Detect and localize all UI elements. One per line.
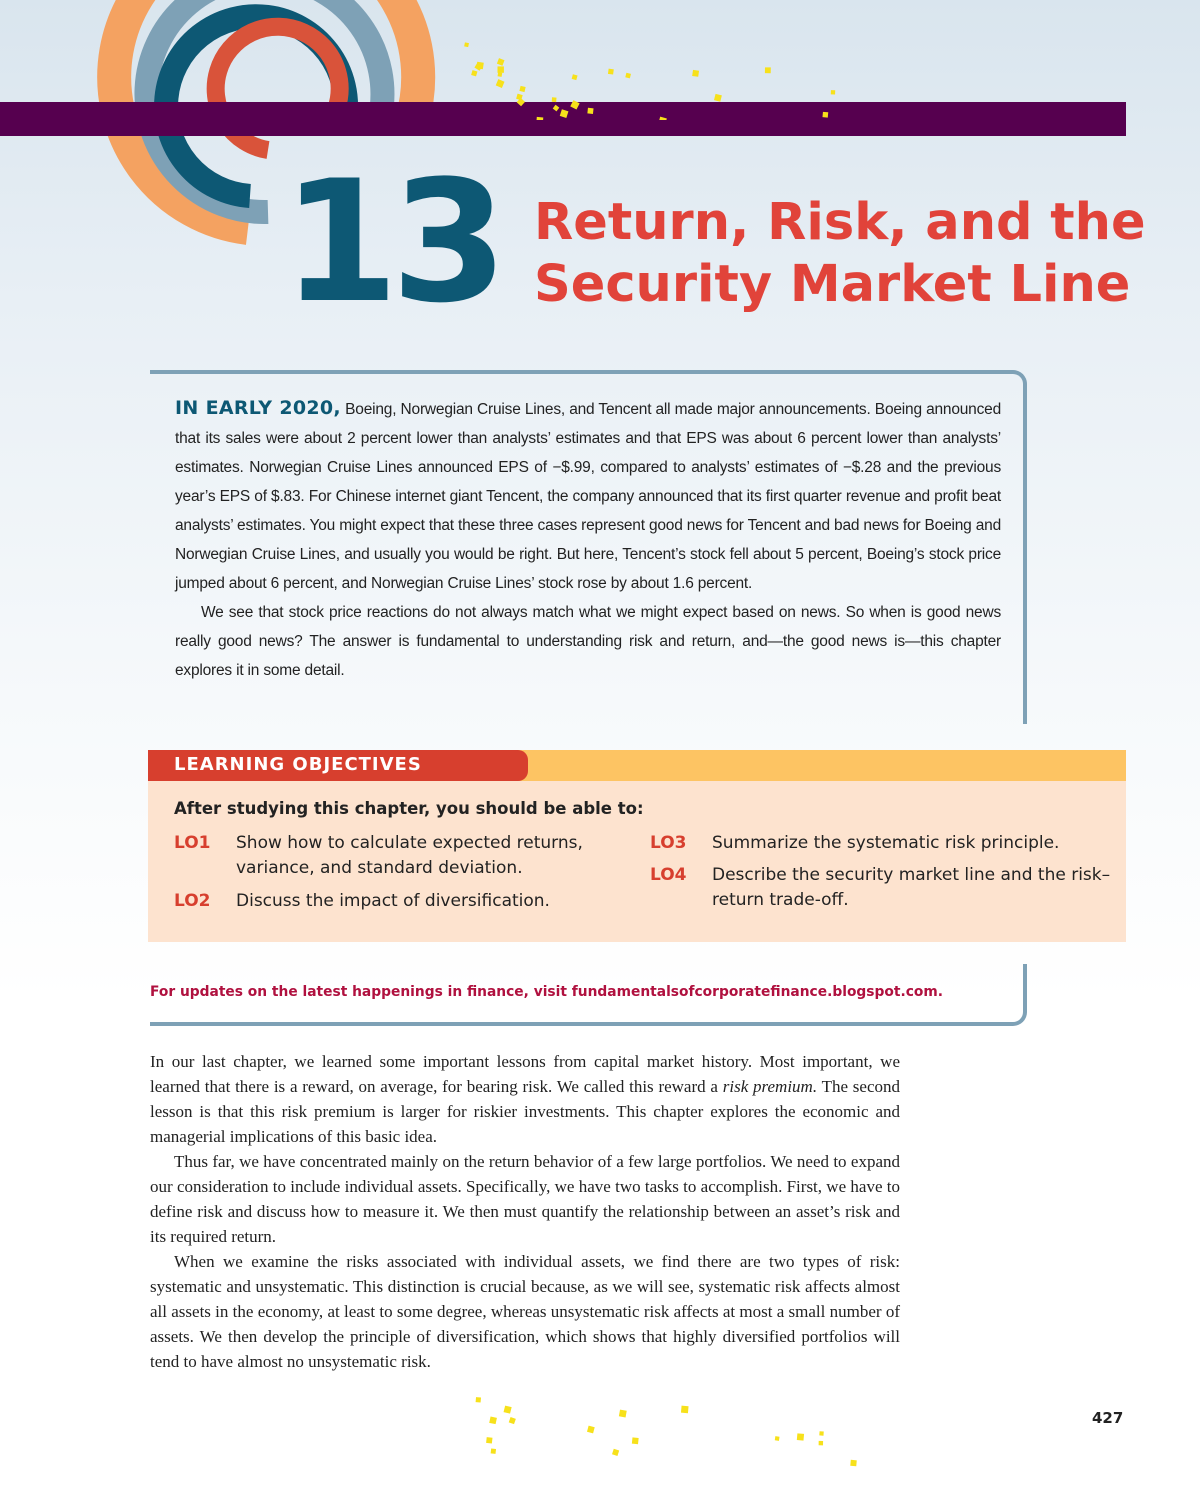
updates-note: For updates on the latest happenings in finance, visit fundamentalsofcorporatefinance.blogspot.com.: [150, 984, 943, 1000]
confetti-dot: [570, 100, 579, 109]
chapter-title-line1: Return, Risk, and the: [534, 193, 1146, 252]
updates-rule-vertical: [1023, 964, 1027, 998]
intro-paragraph-1-body: Boeing, Norwegian Cruise Lines, and Tencent all made major announcements. Boeing announced that its sales were about 2 percent lower than analysts’ estimates and that EPS was about 6 percent lower than analysts’ estimates. Norwegian Cruise Lines announced EPS of −$.99, compared to analysts’ estimates of −$.28 and the previous year’s EPS of $.83. For Chinese internet giant Tencent, the company announced that its first quarter revenue and profit beat analysts’ estimates. You might expect that these three cases represent good news for Tencent and bad news for Boeing and Norwegian Cruise Lines, and usually you would be right. But here, Tencent’s stock fell about 5 percent, Boeing’s stock price jumped about 6 percent, and Norwegian Cruise Lines’ stock rose by about 1.6 percent.: [175, 401, 1001, 592]
learning-objective-item: [650, 831, 1120, 857]
confetti-dot: [619, 1410, 627, 1418]
confetti-dot: [658, 117, 666, 120]
confetti-dot: [486, 1437, 492, 1443]
confetti-dot: [632, 1437, 639, 1444]
confetti-dot: [552, 97, 557, 102]
intro-paragraph-1: [175, 394, 1001, 598]
learning-objectives-title: LEARNING OBJECTIVES: [174, 754, 422, 775]
learning-objective-item: [174, 889, 634, 915]
confetti-dot: [819, 1431, 823, 1435]
confetti-dot: [464, 42, 469, 47]
body-paragraph-2: Thus far, we have concentrated mainly on the return behavior of a few large portfolios. We need to expand our consideration to include individual assets. Specifically, we have two tasks to accomplish. First, we have to define risk and discuss how to measure it. We then must quantify the relationship between an asset’s risk and its required return.: [150, 1152, 900, 1246]
objective-code: LO2: [174, 891, 211, 911]
chapter-title-line2: Security Market Line: [534, 255, 1131, 314]
intro-paragraph-2: We see that stock price reactions do not always match what we might expect based on news. So when is good news really good news? The answer is fundamental to understanding risk and return, and—the good news is—this chapter explores it in some detail.: [175, 604, 1001, 679]
learning-objectives-intro: After studying this chapter, you should be able to:: [174, 799, 644, 818]
confetti-dot: [471, 70, 477, 76]
objective-code: LO1: [174, 833, 211, 853]
learning-objective-item: [650, 863, 1120, 915]
confetti-dot: [476, 62, 483, 69]
confetti-dot: [714, 94, 722, 102]
confetti-dot: [497, 58, 505, 66]
confetti-dot: [587, 108, 593, 114]
objective-text: Summarize the systematic risk principle.: [712, 833, 1060, 853]
intro-lead: IN EARLY 2020,: [175, 397, 341, 419]
confetti-dot: [625, 73, 631, 79]
confetti-dot: [797, 1433, 804, 1440]
confetti-dot: [692, 70, 699, 77]
confetti-dot: [560, 109, 569, 118]
objective-text: Show how to calculate expected returns, variance, and standard deviation.: [236, 833, 583, 878]
page-number: 427: [1092, 1409, 1124, 1427]
chapter-number: 13: [282, 144, 500, 340]
confetti-dot: [587, 1426, 595, 1434]
updates-rule: [150, 1022, 1012, 1026]
confetti-dot: [476, 1397, 481, 1402]
body-paragraph-3: When we examine the risks associated with individual assets, we find there are two types of risk: systematic and unsystematic. This distinction is crucial because, as we will see, systematic risk affects almost all assets in the economy, at least to some degree, whereas unsystematic risk affects at most a small number of assets. We then develop the principle of diversification, which shows that highly diversified portfolios will tend to have almost no unsystematic risk.: [150, 1252, 900, 1371]
decorative-dots-top: [460, 30, 860, 120]
confetti-dot: [536, 117, 543, 120]
confetti-dot: [553, 105, 560, 112]
confetti-dot: [681, 1406, 689, 1414]
confetti-dot: [765, 67, 771, 73]
confetti-dot: [491, 1448, 496, 1453]
chapter-title: [534, 192, 1154, 316]
confetti-dot: [498, 72, 503, 77]
objective-text: Discuss the impact of diversification.: [236, 891, 550, 911]
confetti-dot: [612, 1449, 619, 1456]
objective-text: Describe the security market line and the risk–return trade-off.: [712, 865, 1111, 910]
confetti-dot: [504, 1406, 512, 1414]
body-text-run: The second lesson is that this risk premium is larger for riskier investments. This chapter explores the economic and managerial implications of this basic idea.: [150, 1077, 900, 1146]
objective-code: LO4: [650, 865, 687, 885]
confetti-dot: [519, 86, 525, 92]
confetti-dot: [509, 1417, 516, 1424]
key-term: risk premium.: [722, 1077, 818, 1096]
confetti-dot: [850, 1460, 857, 1467]
intro-vignette: [175, 394, 1001, 685]
chapter-body-text: [150, 1049, 900, 1374]
body-text-run: In our last chapter, we learned some important lessons from capital market history. Most important, we learned that there is a reward, on average, for bearing risk. We called this reward a: [150, 1052, 900, 1096]
confetti-dot: [572, 74, 578, 80]
decorative-dots-bottom: [470, 1380, 870, 1475]
confetti-dot: [831, 90, 835, 94]
body-paragraph-1: [150, 1049, 900, 1149]
confetti-dot: [496, 79, 505, 88]
confetti-dot: [498, 66, 504, 72]
confetti-dot: [819, 1441, 823, 1445]
objective-code: LO3: [650, 833, 687, 853]
confetti-dot: [775, 1436, 780, 1441]
learning-objective-item: [174, 831, 634, 883]
confetti-dot: [489, 1416, 497, 1424]
confetti-dot: [822, 112, 828, 118]
confetti-dot: [608, 69, 614, 75]
